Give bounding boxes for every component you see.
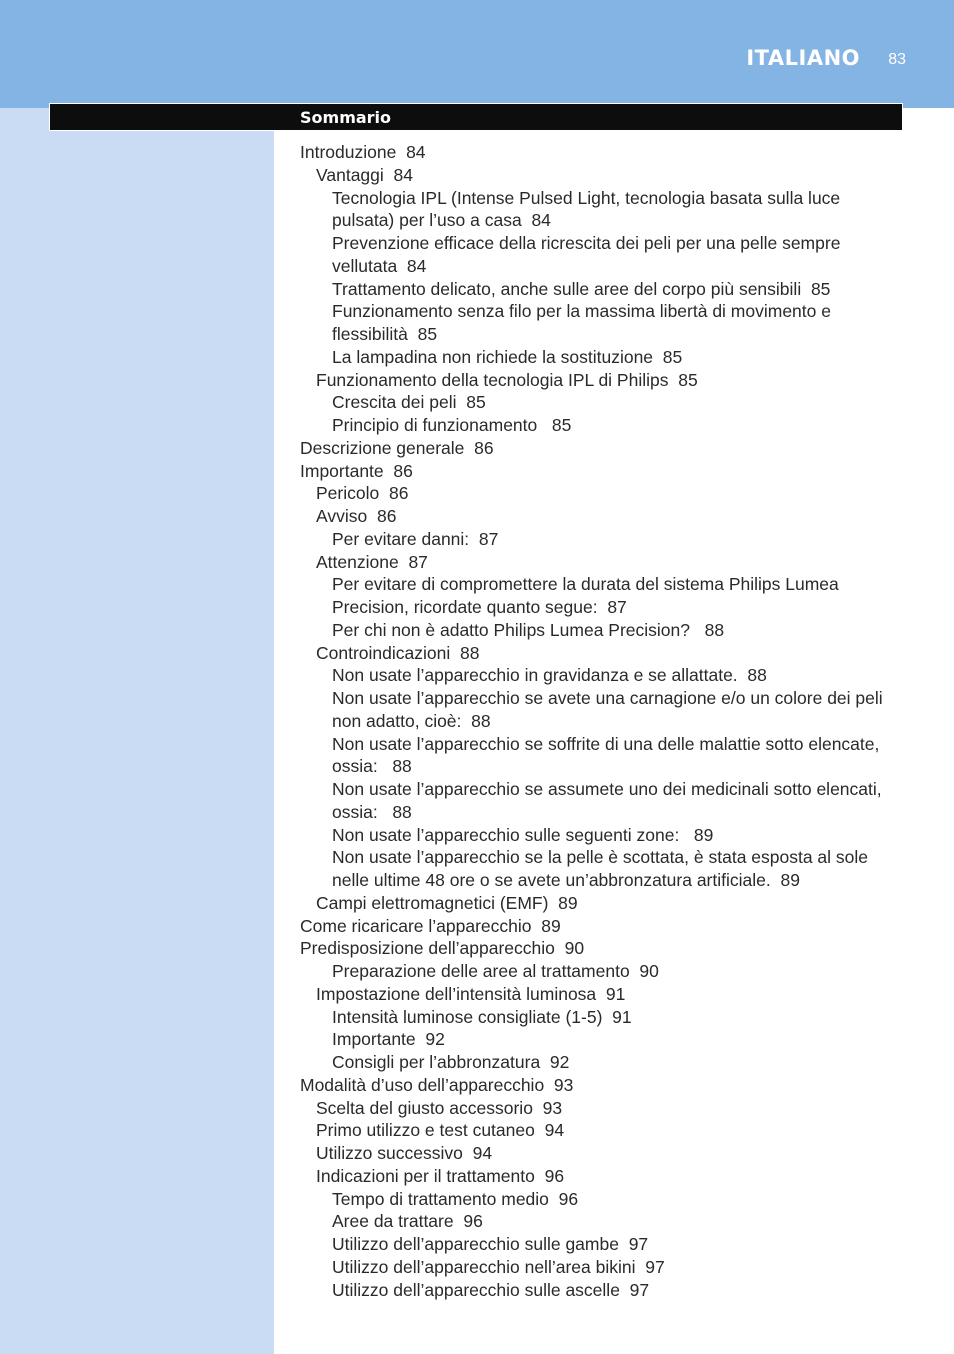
toc-entry-page: 91 — [605, 983, 626, 1004]
toc-entry-title: Importante — [300, 460, 384, 481]
toc-entry-page: 85 — [678, 369, 698, 390]
toc-entry[interactable] — [300, 278, 906, 301]
toc-entry[interactable] — [300, 505, 906, 528]
toc-entry-title: Utilizzo successivo — [316, 1143, 463, 1163]
toc-entry-page: 91 — [612, 1006, 632, 1027]
toc-entry[interactable] — [300, 1119, 906, 1142]
toc-entry-title: Campi elettromagnetici (EMF) — [316, 892, 549, 913]
toc-entry-page: 93 — [542, 1097, 563, 1118]
toc-entry[interactable] — [300, 846, 906, 892]
toc-entry-page: 86 — [376, 506, 397, 526]
toc-entry[interactable] — [300, 141, 906, 164]
toc-entry[interactable] — [300, 687, 906, 733]
toc-entry-title: Non usate l’apparecchio se soffrite di una delle malattie sotto elencate, ossia: — [332, 733, 880, 777]
toc-entry-page: 85 — [551, 415, 572, 435]
toc-entry[interactable] — [300, 983, 906, 1006]
toc-entry-title: Introduzione — [300, 142, 397, 162]
toc-entry-title: Per chi non è adatto Philips Lumea Precision? — [332, 619, 695, 640]
toc-entry[interactable] — [300, 1256, 906, 1279]
toc-entry[interactable] — [300, 551, 906, 574]
toc-entry-page: 92 — [549, 1052, 570, 1072]
toc-entry-title: Non usate l’apparecchio se la pelle è scottata, è stata esposta al sole nelle ultime 48 ore o se avete un’abbronzatura artificiale. — [332, 847, 869, 890]
toc-entry-page: 85 — [466, 392, 486, 413]
toc-entry-title: Intensità luminose consigliate (1-5) — [332, 1006, 603, 1027]
toc-entry[interactable] — [300, 437, 906, 460]
toc-entry[interactable] — [300, 937, 906, 960]
toc-entry-page: 89 — [541, 915, 561, 936]
toc-entry-page: 84 — [393, 164, 413, 185]
toc-entry-title: Tecnologia IPL (Intense Pulsed Light, tecnologia basata sulla luce pulsata) per l’uso a casa — [332, 187, 841, 231]
toc-entry-page: 96 — [544, 1165, 565, 1186]
toc-entry-title: Attenzione — [316, 551, 399, 572]
toc-entry-title: Per evitare danni: — [332, 528, 470, 549]
toc-entry-page: 92 — [425, 1029, 445, 1050]
toc-entry[interactable] — [300, 1188, 906, 1211]
section-header-bar — [49, 103, 903, 131]
toc-entry-page: 86 — [474, 437, 494, 458]
toc-entry-title: Utilizzo dell’apparecchio sulle ascelle — [332, 1279, 620, 1300]
toc-entry-page: 94 — [544, 1120, 565, 1141]
toc-entry-title: Funzionamento senza filo per la massima libertà di movimento e flessibilità — [332, 301, 831, 344]
toc-entry-page: 90 — [564, 938, 585, 959]
page-number: 83 — [888, 51, 906, 68]
toc-entry-page: 96 — [463, 1211, 483, 1232]
toc-entry-page: 88 — [471, 710, 491, 731]
toc-entry-page: 94 — [472, 1143, 493, 1163]
toc-entry-page: 90 — [639, 961, 659, 981]
toc-entry[interactable] — [300, 1074, 906, 1097]
toc-entry-page: 97 — [645, 1256, 665, 1277]
toc-entry[interactable] — [300, 642, 906, 665]
toc-entry-title: Tempo di trattamento medio — [332, 1188, 549, 1209]
toc-entry[interactable] — [300, 1142, 906, 1165]
toc-entry[interactable] — [300, 1279, 906, 1302]
toc-entry-title: Utilizzo dell’apparecchio sulle gambe — [332, 1234, 619, 1254]
toc-entry[interactable] — [300, 664, 906, 687]
toc-entry[interactable] — [300, 733, 906, 779]
toc-entry-title: Crescita dei peli — [332, 392, 457, 413]
toc-entry[interactable] — [300, 1097, 906, 1120]
toc-entry-page: 89 — [780, 870, 800, 890]
toc-entry-page: 84 — [531, 210, 551, 231]
toc-entry-page: 89 — [558, 892, 578, 913]
toc-entry-title: Non usate l’apparecchio in gravidanza e se allattate. — [332, 665, 738, 686]
toc-entry-page: 89 — [693, 824, 714, 845]
toc-entry-page: 85 — [810, 278, 831, 299]
toc-entry[interactable] — [300, 460, 906, 483]
toc-entry[interactable] — [300, 414, 906, 437]
toc-entry[interactable] — [300, 1051, 906, 1074]
toc-entry-page: 96 — [558, 1188, 579, 1209]
language-label: ITALIANO — [746, 46, 860, 70]
toc-entry-title: Controindicazioni — [316, 642, 451, 663]
toc-entry[interactable] — [300, 778, 906, 824]
toc-entry-title: Predisposizione dell’apparecchio — [300, 938, 555, 959]
toc-entry[interactable] — [300, 960, 906, 983]
toc-entry-title: Non usate l’apparecchio se avete una carnagione e/o un colore dei peli non adatto, cioè: — [332, 688, 883, 731]
toc-entry[interactable] — [300, 482, 906, 505]
toc-entry-title: Principio di funzionamento — [332, 415, 543, 435]
toc-entry[interactable] — [300, 232, 906, 278]
toc-entry-title: Non usate l’apparecchio se assumete uno dei medicinali sotto elencati, ossia: — [332, 779, 882, 822]
toc-entry-title: Modalità d’uso dell’apparecchio — [300, 1074, 545, 1095]
toc-entry-page: 88 — [392, 801, 412, 822]
toc-entry[interactable] — [300, 1028, 906, 1051]
toc-entry[interactable] — [300, 164, 906, 187]
toc-entry[interactable] — [300, 1210, 906, 1233]
toc-entry-title: Come ricaricare l’apparecchio — [300, 915, 532, 936]
toc-entry-title: Utilizzo dell’apparecchio nell’area bikini — [332, 1256, 636, 1277]
toc-entry-title: Impostazione dell’intensità luminosa — [316, 983, 597, 1004]
toc-entry-title: Importante — [332, 1029, 416, 1050]
toc-entry-title: Funzionamento della tecnologia IPL di Philips — [316, 369, 669, 390]
toc-entry-page: 88 — [392, 756, 412, 777]
toc-entry[interactable] — [300, 346, 906, 369]
toc-entry-title: La lampadina non richiede la sostituzione — [332, 346, 654, 367]
toc-entry-title: Vantaggi — [316, 164, 384, 185]
toc-entry-page: 87 — [478, 528, 499, 549]
toc-entry-page: 85 — [662, 346, 683, 367]
toc-entry-page: 86 — [388, 483, 409, 504]
toc-entry-title: Primo utilizzo e test cutaneo — [316, 1120, 535, 1141]
toc-entry-title: Trattamento delicato, anche sulle aree del corpo più sensibili — [332, 278, 802, 299]
toc-entry-title: Non usate l’apparecchio sulle seguenti zone: — [332, 824, 685, 845]
toc-entry[interactable] — [300, 573, 906, 619]
toc-entry-title: Consigli per l’abbronzatura — [332, 1052, 541, 1072]
toc-entry-title: Aree da trattare — [332, 1211, 454, 1232]
toc-entry-page: 84 — [406, 142, 426, 162]
toc-entry-title: Descrizione generale — [300, 437, 465, 458]
toc-entry-page: 84 — [406, 255, 427, 276]
toc-entry[interactable] — [300, 1233, 906, 1256]
toc-entry[interactable] — [300, 1006, 906, 1029]
toc-entry[interactable] — [300, 619, 906, 642]
toc-entry-page: 87 — [607, 597, 627, 617]
toc-entry[interactable] — [300, 369, 906, 392]
toc-entry[interactable] — [300, 187, 906, 233]
toc-entry[interactable] — [300, 391, 906, 414]
toc-entry-page: 97 — [628, 1234, 649, 1254]
header-band — [0, 0, 954, 108]
toc-entry-title: Prevenzione efficace della ricrescita dei peli per una pelle sempre vellutata — [332, 233, 841, 276]
toc-entry[interactable] — [300, 300, 906, 346]
toc-entry-page: 88 — [459, 642, 480, 663]
toc-entry-page: 88 — [704, 619, 725, 640]
toc-entry-title: Per evitare di compromettere la durata del sistema Philips Lumea Precision, ricordate quanto segue: — [332, 574, 839, 617]
toc-entry-page: 86 — [393, 460, 413, 481]
section-title: Sommario — [300, 108, 392, 127]
toc-entry[interactable] — [300, 915, 906, 938]
table-of-contents — [300, 141, 906, 1301]
toc-entry[interactable] — [300, 528, 906, 551]
toc-entry-page: 87 — [408, 551, 428, 572]
toc-entry-page: 93 — [553, 1074, 574, 1095]
toc-entry[interactable] — [300, 824, 906, 847]
toc-entry[interactable] — [300, 892, 906, 915]
toc-entry-page: 85 — [417, 324, 438, 344]
toc-entry-title: Scelta del giusto accessorio — [316, 1097, 533, 1118]
toc-entry[interactable] — [300, 1165, 906, 1188]
toc-entry-title: Avviso — [316, 506, 368, 526]
toc-entry-title: Indicazioni per il trattamento — [316, 1165, 535, 1186]
toc-entry-title: Pericolo — [316, 483, 380, 504]
toc-entry-page: 97 — [629, 1279, 650, 1300]
toc-entry-page: 88 — [747, 665, 767, 686]
toc-entry-title: Preparazione delle aree al trattamento — [332, 961, 630, 981]
side-margin-band — [0, 108, 274, 1354]
